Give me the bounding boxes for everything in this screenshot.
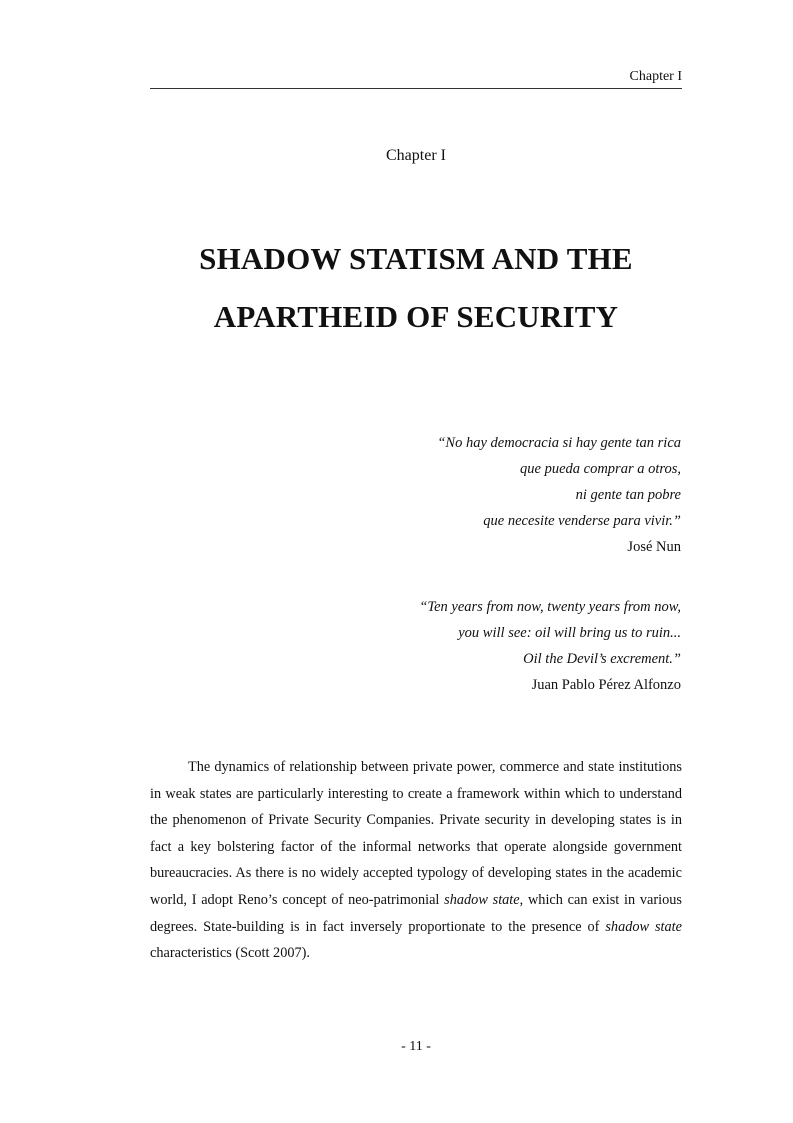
epigraph-perez-alfonzo: [300, 594, 681, 698]
epigraph-line: que necesite venderse para vivir.”: [483, 513, 681, 529]
epigraph-line: ni gente tan pobre: [575, 487, 681, 503]
epigraph-line: you will see: oil will bring us to ruin...: [458, 625, 681, 641]
epigraph-author: José Nun: [627, 539, 681, 555]
body-text-segment: , which can exist in various degrees. State-building is in fact inversely proportionate to the presence of: [150, 891, 683, 935]
body-emphasis: shadow state: [444, 891, 520, 908]
epigraph-line: “No hay democracia si hay gente tan rica: [437, 435, 681, 451]
epigraph-author: Juan Pablo Pérez Alfonzo: [531, 677, 681, 693]
running-head: Chapter I: [629, 69, 682, 84]
chapter-title-line-1: SHADOW STATISM AND THE: [199, 241, 633, 276]
header-rule: [150, 88, 682, 89]
epigraph-line: que pueda comprar a otros,: [520, 461, 681, 477]
chapter-title: [150, 230, 682, 346]
body-text-segment: characteristics (Scott 2007).: [150, 945, 310, 962]
page-number: - 11 -: [401, 1039, 431, 1054]
body-emphasis: shadow state: [605, 918, 682, 935]
chapter-label: Chapter I: [386, 147, 446, 164]
chapter-title-line-2: APARTHEID OF SECURITY: [213, 299, 619, 334]
body-text-segment: The dynamics of relationship between private power, commerce and state institutions in weak states are particularly interesting to create a framework within which to understand the phenomenon of Private Security Companies. Private security in developing states is in fact a key bolstering factor of the informal networks that operate alongside government bureaucracies. As there is no widely accepted typology of developing states in the academic world, I adopt Reno’s concept of neo-patrimonial: [150, 759, 682, 908]
epigraph-line: Oil the Devil’s excrement.”: [523, 651, 681, 667]
body-paragraph: [150, 754, 682, 967]
epigraph-nun: [300, 430, 681, 560]
epigraph-line: “Ten years from now, twenty years from now,: [419, 599, 681, 615]
